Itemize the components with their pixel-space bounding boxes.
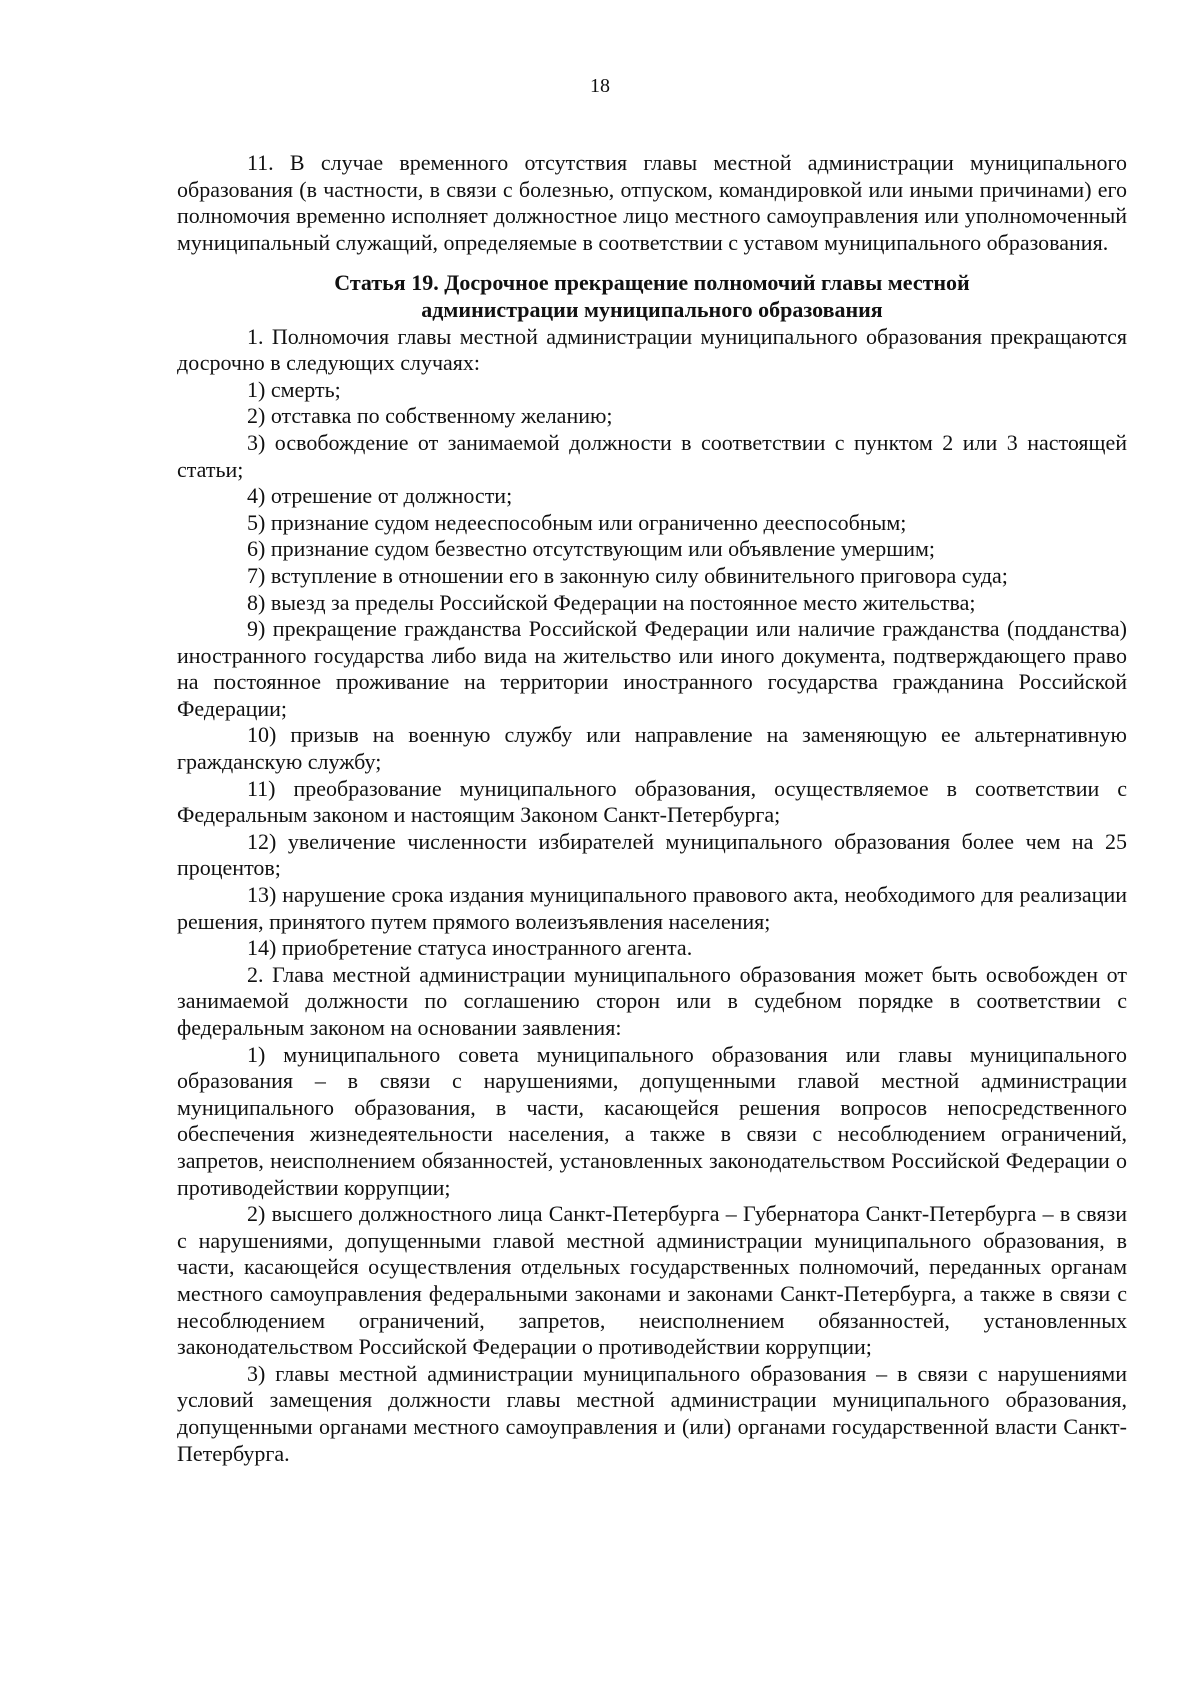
document-body: [177, 150, 1127, 1467]
paragraph-part-2-intro: 2. Глава местной администрации муниципального образования может быть освобожден от занимаемой должности по соглашению сторон или в судебном порядке в соответствии с федеральным законом на основании заявления:: [177, 961, 1127, 1040]
list-item-13: 13) нарушение срока издания муниципального правового акта, необходимого для реализации решения, принятого путем прямого волеизъявления населения;: [177, 882, 1127, 934]
list-item-3: 3) освобождение от занимаемой должности в соответствии с пунктом 2 или 3 настоящей статьи;: [177, 429, 1127, 482]
article-title-line-1: Статья 19. Досрочное прекращение полномочий главы местной: [334, 270, 970, 296]
paragraph-part-1-intro: 1. Полномочия главы местной администрации муниципального образования прекращаются досрочно в следующих случаях:: [177, 323, 1127, 376]
list-item-4: 4) отрешение от должности;: [247, 483, 513, 509]
list-item-14: 14) приобретение статуса иностранного агента.: [247, 935, 693, 961]
part-2-item-3: 3) главы местной администрации муниципального образования – в связи с нарушениями условий замещения должности главы местной администрации муниципального образования, допущенными органами местного самоуправления и (или) органами государственной власти Санкт-Петербурга.: [177, 1360, 1127, 1466]
part-2-item-1: 1) муниципального совета муниципального образования или главы муниципального образования – в связи с нарушениями, допущенными главой местной администрации муниципального образования, в части, касающейся решения вопросов непосредственного обеспечения жизнедеятельности населения, а также в связи с несоблюдением ограничений, запретов, неисполнением обязанностей, установленных законодательством Российской Федерации о противодействии коррупции;: [177, 1041, 1127, 1200]
list-item-8: 8) выезд за пределы Российской Федерации на постоянное место жительства;: [247, 589, 976, 615]
list-item-1: 1) смерть;: [247, 376, 341, 402]
paragraph-11: 11. В случае временного отсутствия главы местной администрации муниципального образования (в частности, в связи с болезнью, отпуском, командировкой или иными причинами) его полномочия временно исполняет должностное лицо местного самоуправления или уполномоченный муниципальный служащий, определяемые в соответствии с уставом муниципального образования.: [177, 150, 1127, 255]
list-item-5: 5) признание судом недееспособным или ограниченно дееспособным;: [247, 509, 907, 535]
list-item-2: 2) отставка по собственному желанию;: [247, 403, 613, 429]
list-item-7: 7) вступление в отношении его в законную силу обвинительного приговора суда;: [247, 562, 1008, 588]
page-number: 18: [590, 75, 610, 97]
article-19-heading: [177, 270, 1127, 323]
list-item-9: 9) прекращение гражданства Российской Федерации или наличие гражданства (подданства) иностранного государства либо вида на жительство или иного документа, подтверждающего право на постоянное проживание на территории иностранного государства гражданина Российской Федерации;: [177, 616, 1127, 721]
article-title-line-2: администрации муниципального образования: [421, 296, 883, 322]
list-item-12: 12) увеличение численности избирателей муниципального образования более чем на 25 процентов;: [177, 828, 1127, 881]
list-item-10: 10) призыв на военную службу или направление на заменяющую ее альтернативную гражданскую службу;: [177, 722, 1127, 775]
list-item-6: 6) признание судом безвестно отсутствующим или объявление умершим;: [247, 536, 936, 562]
list-item-11: 11) преобразование муниципального образования, осуществляемое в соответствии с Федеральным законом и настоящим Законом Санкт-Петербурга;: [177, 775, 1127, 828]
part-2-item-2: 2) высшего должностного лица Санкт-Петербурга – Губернатора Санкт-Петербурга – в связи с нарушениями, допущенными главой местной администрации муниципального образования, в части, касающейся осуществления отдельных государственных полномочий, переданных органам местного самоуправления федеральными законами и законами Санкт-Петербурга, а также в связи с несоблюдением ограничений, запретов, неисполнением обязанностей, установленных законодательством Российской Федерации о противодействии коррупции;: [177, 1201, 1127, 1360]
